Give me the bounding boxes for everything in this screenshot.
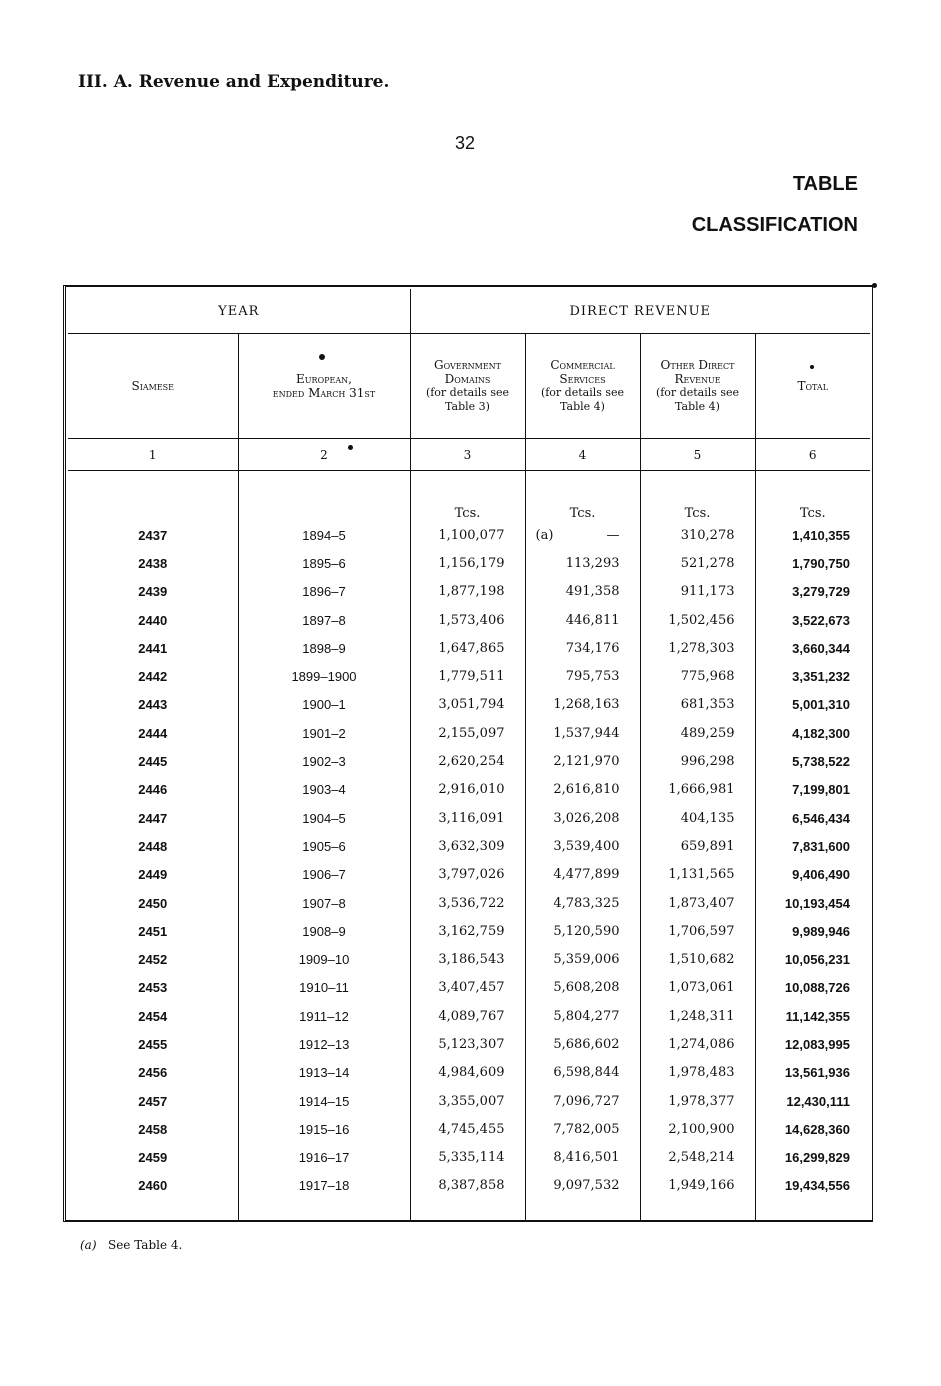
commercial-services-cell: 5,804,277 (525, 1002, 640, 1030)
commercial-services-cell: 1,268,163 (525, 691, 640, 719)
government-domains-cell: 3,162,759 (410, 917, 525, 945)
european-year-cell: 1910–11 (238, 974, 410, 1002)
gov-header-line2: Domains (444, 372, 491, 386)
other-direct-revenue-cell: 996,298 (640, 747, 755, 775)
page-number: 32 (454, 133, 476, 153)
commercial-services-cell: 4,477,899 (525, 861, 640, 889)
government-domains-cell: 3,116,091 (410, 804, 525, 832)
siamese-year-cell: 2453 (68, 974, 238, 1002)
commercial-services-cell: 4,783,325 (525, 889, 640, 917)
commercial-services-cell: 6,598,844 (525, 1059, 640, 1087)
table-row (68, 521, 870, 549)
gov-header-line1: Government (433, 358, 501, 372)
spacer-cell (68, 1200, 238, 1222)
european-year-cell: 1913–14 (238, 1059, 410, 1087)
com-header-line1: Commercial (550, 358, 615, 372)
siamese-year-cell: 2443 (68, 691, 238, 719)
government-domains-cell: 3,051,794 (410, 691, 525, 719)
siamese-header-label: Siamese (131, 378, 174, 393)
siamese-year-cell: 2450 (68, 889, 238, 917)
european-year-cell: 1916–17 (238, 1144, 410, 1172)
commercial-services-cell: 734,176 (525, 634, 640, 662)
commercial-services-cell: 3,539,400 (525, 832, 640, 860)
other-direct-revenue-cell: 310,278 (640, 521, 755, 549)
table-row (68, 776, 870, 804)
commercial-services-cell: 2,616,810 (525, 776, 640, 804)
other-direct-revenue-cell: 1,978,377 (640, 1087, 755, 1115)
oth-header-line1: Other Direct (660, 358, 735, 372)
commercial-services-cell: 9,097,532 (525, 1172, 640, 1200)
other-direct-revenue-cell: 1,248,311 (640, 1002, 755, 1030)
total-cell: 16,299,829 (784, 1150, 850, 1166)
european-year-cell: 1902–3 (238, 747, 410, 775)
total-header (755, 334, 870, 439)
spacer-row (68, 1200, 870, 1222)
total-cell: 19,434,556 (784, 1178, 850, 1194)
siamese-year-cell: 2458 (68, 1115, 238, 1143)
spacer-cell (640, 1200, 755, 1222)
european-header-line2: ended March 31st (272, 386, 376, 400)
column-number: 6 (755, 439, 870, 471)
siamese-year-cell: 2459 (68, 1144, 238, 1172)
com-header-line3: (for details see (540, 386, 625, 399)
header-row-groups (68, 289, 870, 334)
footnote-mark: (a) (80, 1238, 97, 1252)
total-cell: 10,193,454 (784, 895, 850, 911)
siamese-year-cell: 2437 (68, 521, 238, 549)
other-direct-revenue-cell: 1,131,565 (640, 861, 755, 889)
other-direct-revenue-cell: 775,968 (640, 662, 755, 690)
unit-empty (68, 471, 238, 522)
government-domains-cell: 1,156,179 (410, 549, 525, 577)
direct-revenue-header: DIRECT REVENUE (410, 289, 870, 334)
european-year-cell: 1899–1900 (238, 662, 410, 690)
european-year-cell: 1915–16 (238, 1115, 410, 1143)
spacer-cell (525, 1200, 640, 1222)
other-direct-revenue-cell: 1,510,682 (640, 945, 755, 973)
commercial-services-cell: 1,537,944 (525, 719, 640, 747)
dot-mark (319, 354, 325, 360)
total-cell: 9,989,946 (792, 923, 850, 939)
column-number: 2 (238, 439, 410, 471)
unit-label: Tcs. (525, 471, 640, 522)
government-domains-cell: 3,407,457 (410, 974, 525, 1002)
european-year-cell: 1894–5 (238, 521, 410, 549)
total-cell: 1,790,750 (792, 555, 850, 571)
table-row (68, 606, 870, 634)
government-domains-cell: 1,573,406 (410, 606, 525, 634)
other-direct-revenue-cell: 2,548,214 (640, 1144, 755, 1172)
european-year-cell: 1912–13 (238, 1030, 410, 1058)
siamese-year-cell: 2442 (68, 662, 238, 690)
total-cell: 5,738,522 (792, 754, 850, 770)
government-domains-header (410, 334, 525, 439)
header-row-columns (68, 334, 870, 439)
table-row (68, 1172, 870, 1200)
other-direct-revenue-cell: 1,873,407 (640, 889, 755, 917)
government-domains-cell: 4,089,767 (410, 1002, 525, 1030)
government-domains-cell: 2,155,097 (410, 719, 525, 747)
commercial-services-cell: 7,782,005 (525, 1115, 640, 1143)
table-row (68, 1115, 870, 1143)
other-direct-revenue-cell: 1,502,456 (640, 606, 755, 634)
european-year-cell: 1907–8 (238, 889, 410, 917)
footnote (80, 1238, 182, 1252)
total-cell: 9,406,490 (792, 867, 850, 883)
total-cell: 3,522,673 (792, 612, 850, 628)
government-domains-cell: 1,779,511 (410, 662, 525, 690)
european-year-cell: 1908–9 (238, 917, 410, 945)
other-direct-revenue-cell: 1,274,086 (640, 1030, 755, 1058)
other-direct-revenue-cell: 1,949,166 (640, 1172, 755, 1200)
other-direct-revenue-cell: 911,173 (640, 578, 755, 606)
siamese-year-cell: 2441 (68, 634, 238, 662)
total-cell: 3,279,729 (792, 584, 850, 600)
table-subtitle: CLASSIFICATION (691, 214, 858, 236)
total-cell: 13,561,936 (784, 1065, 850, 1081)
commercial-services-cell: 446,811 (525, 606, 640, 634)
european-year-cell: 1896–7 (238, 578, 410, 606)
european-year-cell: 1904–5 (238, 804, 410, 832)
european-year-cell: 1911–12 (238, 1002, 410, 1030)
total-cell: 5,001,310 (792, 697, 850, 713)
european-year-cell: 1906–7 (238, 861, 410, 889)
other-direct-revenue-cell: 1,073,061 (640, 974, 755, 1002)
european-year-cell: 1895–6 (238, 549, 410, 577)
siamese-year-cell: 2451 (68, 917, 238, 945)
table-row (68, 1087, 870, 1115)
other-direct-revenue-header (640, 334, 755, 439)
siamese-year-cell: 2455 (68, 1030, 238, 1058)
siamese-year-cell: 2452 (68, 945, 238, 973)
unit-empty (238, 471, 410, 522)
siamese-year-cell: 2454 (68, 1002, 238, 1030)
government-domains-cell: 2,620,254 (410, 747, 525, 775)
column-number: 1 (68, 439, 238, 471)
siamese-year-cell: 2447 (68, 804, 238, 832)
other-direct-revenue-cell: 2,100,900 (640, 1115, 755, 1143)
com-header-line2: Services (559, 372, 606, 386)
total-cell: 10,088,726 (784, 980, 850, 996)
european-year-cell: 1903–4 (238, 776, 410, 804)
other-direct-revenue-cell: 404,135 (640, 804, 755, 832)
commercial-services-cell: 2,121,970 (525, 747, 640, 775)
commercial-services-cell: 5,686,602 (525, 1030, 640, 1058)
total-cell: 3,351,232 (792, 669, 850, 685)
table-row (68, 578, 870, 606)
other-direct-revenue-cell: 1,666,981 (640, 776, 755, 804)
table-row (68, 1144, 870, 1172)
european-header-line1: European, (296, 372, 352, 386)
section-heading: III. A. Revenue and Expenditure. (78, 72, 390, 92)
european-year-cell: 1900–1 (238, 691, 410, 719)
commercial-services-value: — (606, 527, 620, 543)
commercial-services-cell (525, 521, 640, 549)
european-year-cell: 1909–10 (238, 945, 410, 973)
government-domains-cell: 3,632,309 (410, 832, 525, 860)
siamese-year-cell: 2457 (68, 1087, 238, 1115)
table-row (68, 945, 870, 973)
siamese-year-cell: 2456 (68, 1059, 238, 1087)
table-row (68, 917, 870, 945)
commercial-services-cell: 5,359,006 (525, 945, 640, 973)
other-direct-revenue-cell: 1,978,483 (640, 1059, 755, 1087)
commercial-services-header (525, 334, 640, 439)
table-row (68, 1030, 870, 1058)
government-domains-cell: 3,355,007 (410, 1087, 525, 1115)
total-cell: 6,546,434 (792, 810, 850, 826)
table-row (68, 549, 870, 577)
commercial-services-cell: 113,293 (525, 549, 640, 577)
siamese-year-cell: 2444 (68, 719, 238, 747)
european-year-cell: 1897–8 (238, 606, 410, 634)
table-row (68, 662, 870, 690)
total-cell: 7,831,600 (792, 838, 850, 854)
other-direct-revenue-cell: 489,259 (640, 719, 755, 747)
siamese-year-cell: 2438 (68, 549, 238, 577)
footnote-reference: (a) (535, 527, 554, 543)
total-cell: 1,410,355 (792, 527, 850, 543)
table-row (68, 804, 870, 832)
com-header-line4: Table 4) (560, 400, 605, 413)
government-domains-cell: 1,647,865 (410, 634, 525, 662)
siamese-year-cell: 2446 (68, 776, 238, 804)
siamese-year-cell: 2449 (68, 861, 238, 889)
other-direct-revenue-cell: 521,278 (640, 549, 755, 577)
other-direct-revenue-cell: 659,891 (640, 832, 755, 860)
column-number: 4 (525, 439, 640, 471)
government-domains-cell: 3,536,722 (410, 889, 525, 917)
dot-mark (348, 445, 353, 450)
commercial-services-cell: 795,753 (525, 662, 640, 690)
table-row (68, 634, 870, 662)
spacer-cell (410, 1200, 525, 1222)
total-cell: 14,628,360 (784, 1121, 850, 1137)
total-cell: 7,199,801 (792, 782, 850, 798)
commercial-services-cell: 491,358 (525, 578, 640, 606)
total-cell: 11,142,355 (785, 1008, 850, 1024)
table-body (68, 471, 870, 1223)
government-domains-cell: 4,984,609 (410, 1059, 525, 1087)
unit-row (68, 471, 870, 522)
total-cell: 10,056,231 (784, 952, 850, 968)
other-direct-revenue-cell: 1,706,597 (640, 917, 755, 945)
gov-header-line4: Table 3) (445, 400, 490, 413)
siamese-year-cell: 2439 (68, 578, 238, 606)
table-row (68, 861, 870, 889)
government-domains-cell: 5,123,307 (410, 1030, 525, 1058)
total-cell: 3,660,344 (792, 640, 850, 656)
other-direct-revenue-cell: 1,278,303 (640, 634, 755, 662)
table-row (68, 691, 870, 719)
spacer-cell (238, 1200, 410, 1222)
siamese-year-cell: 2460 (68, 1172, 238, 1200)
unit-label: Tcs. (799, 506, 826, 521)
dot-mark (810, 365, 814, 369)
government-domains-cell: 4,745,455 (410, 1115, 525, 1143)
siamese-year-cell: 2440 (68, 606, 238, 634)
siamese-header (68, 334, 238, 439)
siamese-year-cell: 2445 (68, 747, 238, 775)
commercial-services-cell: 8,416,501 (525, 1144, 640, 1172)
table-row (68, 1002, 870, 1030)
government-domains-cell: 3,797,026 (410, 861, 525, 889)
commercial-services-cell: 5,120,590 (525, 917, 640, 945)
table-row (68, 719, 870, 747)
column-number-row (68, 439, 870, 471)
total-cell: 4,182,300 (792, 725, 850, 741)
unit-label: Tcs. (640, 471, 755, 522)
government-domains-cell: 1,100,077 (410, 521, 525, 549)
year-header: YEAR (68, 289, 410, 334)
footnote-text: See Table 4. (107, 1238, 183, 1252)
european-header (238, 334, 410, 439)
revenue-table (68, 289, 870, 1222)
european-year-cell: 1898–9 (238, 634, 410, 662)
gov-header-line3: (for details see (425, 386, 510, 399)
government-domains-cell: 3,186,543 (410, 945, 525, 973)
oth-header-line3: (for details see (655, 386, 740, 399)
table-row (68, 889, 870, 917)
unit-label: Tcs. (410, 471, 525, 522)
total-header-label: Total (797, 378, 829, 393)
government-domains-cell: 8,387,858 (410, 1172, 525, 1200)
column-number: 5 (640, 439, 755, 471)
total-cell: 12,430,111 (786, 1093, 850, 1109)
oth-header-line2: Revenue (674, 372, 721, 386)
government-domains-cell: 1,877,198 (410, 578, 525, 606)
other-direct-revenue-cell: 681,353 (640, 691, 755, 719)
table-title: TABLE (792, 173, 858, 195)
commercial-services-cell: 7,096,727 (525, 1087, 640, 1115)
spacer-cell (755, 1200, 870, 1222)
table-row (68, 832, 870, 860)
total-cell: 12,083,995 (784, 1036, 850, 1052)
table-row (68, 747, 870, 775)
european-year-cell: 1905–6 (238, 832, 410, 860)
column-number: 3 (410, 439, 525, 471)
commercial-services-cell: 5,608,208 (525, 974, 640, 1002)
commercial-services-cell: 3,026,208 (525, 804, 640, 832)
oth-header-line4: Table 4) (675, 400, 720, 413)
european-year-cell: 1917–18 (238, 1172, 410, 1200)
table-row (68, 1059, 870, 1087)
siamese-year-cell: 2448 (68, 832, 238, 860)
dot-mark (872, 283, 877, 288)
european-year-cell: 1901–2 (238, 719, 410, 747)
government-domains-cell: 5,335,114 (410, 1144, 525, 1172)
table-row (68, 974, 870, 1002)
government-domains-cell: 2,916,010 (410, 776, 525, 804)
european-year-cell: 1914–15 (238, 1087, 410, 1115)
